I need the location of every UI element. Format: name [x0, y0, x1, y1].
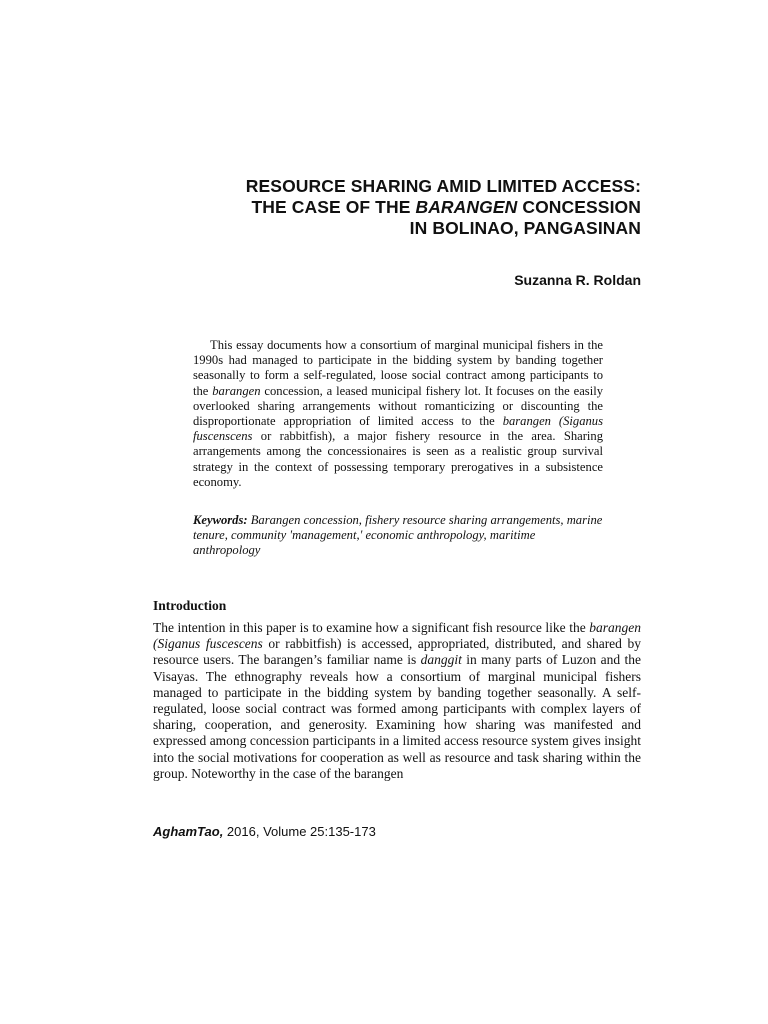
abstract-text-2: concession, a leased municipal fishery lot. It focuses on the easily overlooked sharing arrangements without romanticizing or discounting the disproportionate appropriation of limited access to the [193, 383, 603, 429]
title-line-1: RESOURCE SHARING AMID LIMITED ACCESS: [245, 176, 641, 196]
keywords-text: Barangen concession, fishery resource sharing arrangements, marine tenure, community 'management,' economic anthropology, maritime anthropology [193, 513, 603, 558]
keywords-label: Keywords: [193, 513, 248, 527]
intro-text-3: in many parts of Luzon and the Visayas. The ethnography reveals how a consortium of marginal municipal fishers managed to participate in the bidding system by banding together seasonally. A self-regulated, loose social contract was formed among participants with complex layers of sharing, cooperation, and generosity. Examining how sharing was manifested and expressed among concession participants in a limited access resource system gives insight into the social motivations for cooperation as well as resource and task sharing within the group. Noteworthy in the case of the barangen [153, 652, 641, 781]
abstract-text-1: This essay documents how a consortium of marginal municipal fishers in the 1990s had managed to participate in the bidding system by banding together seasonally to form a self-regulated, loose social contract among participants to the [193, 338, 603, 398]
paper-title [150, 176, 641, 239]
title-line-2 [150, 197, 641, 218]
title-line-2-italic: BARANGEN [415, 197, 518, 217]
journal-name: AghamTao, [153, 824, 224, 839]
intro-italic-2: danggit [420, 652, 462, 668]
author-name: Suzanna R. Roldan [514, 272, 641, 288]
intro-text-2: or rabbitfish) is accessed, appropriated, distributed, and shared by resource users. The barangen’s familiar name is [153, 636, 642, 668]
abstract-text-3: or rabbitfish), a major fishery resource in the area. Sharing arrangements among the concessionaires is seen as a realistic group survival strategy in the context of possessing temporary prerogatives in a subsistence economy. [193, 429, 603, 489]
intro-italic-1: barangen (Siganus fuscescens [153, 620, 641, 652]
section-heading-introduction: Introduction [153, 598, 227, 613]
journal-citation [153, 824, 376, 840]
journal-volume: 2016, Volume 25:135-173 [223, 824, 376, 839]
title-line-2-post: CONCESSION [517, 197, 641, 217]
keywords [193, 513, 603, 559]
title-line-3: IN BOLINAO, PANGASINAN [409, 218, 641, 238]
title-line-2-pre: THE CASE OF THE [251, 197, 416, 217]
abstract [193, 338, 603, 490]
intro-text-1: The intention in this paper is to examine how a significant fish resource like the [153, 620, 590, 635]
abstract-italic-2: barangen (Siganus fuscenscens [193, 414, 604, 444]
abstract-italic-1: barangen [212, 383, 261, 398]
introduction-paragraph [153, 620, 641, 782]
